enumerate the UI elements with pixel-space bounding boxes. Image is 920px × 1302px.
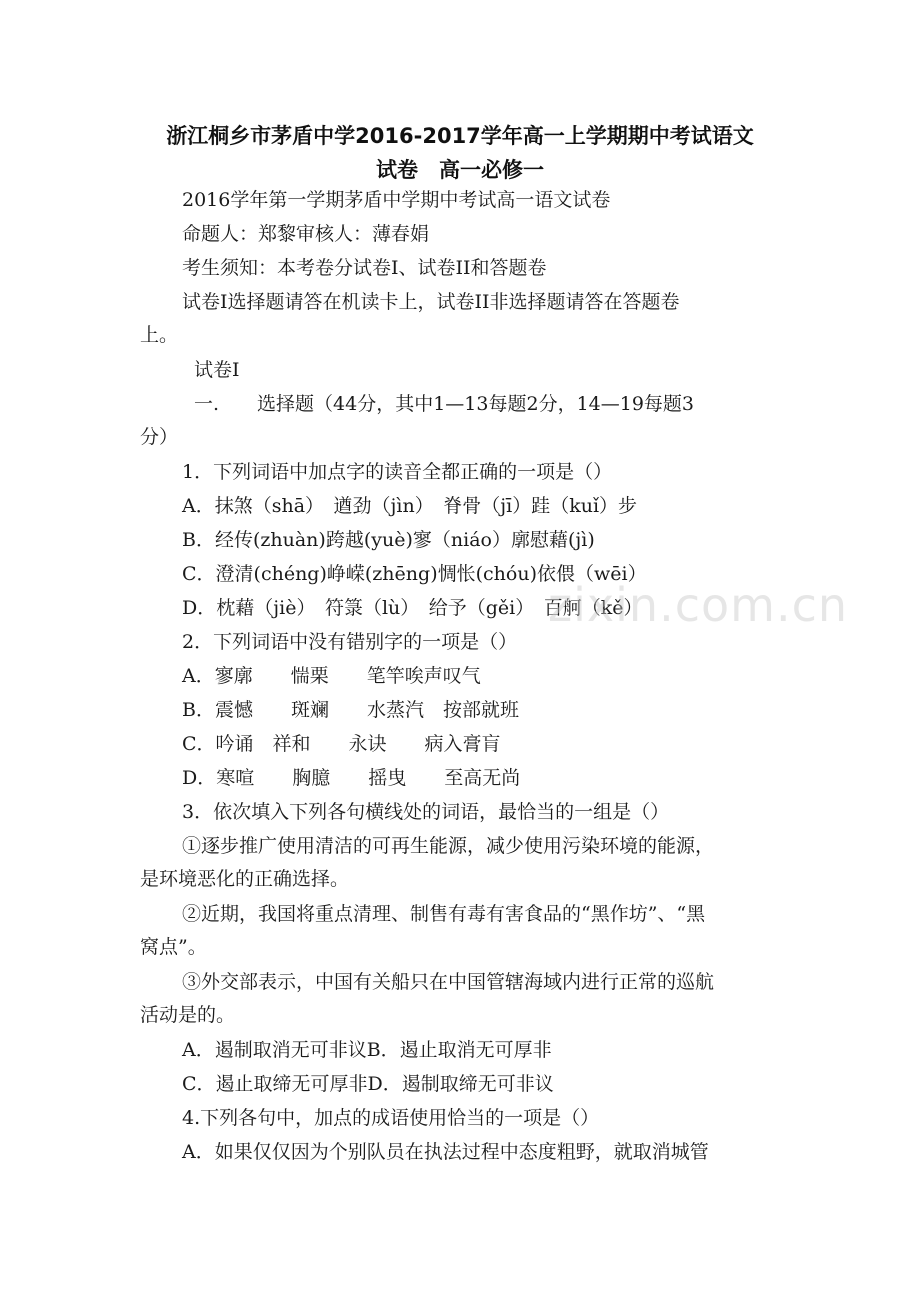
question-3-sentence-3-cont: 活动是的。 xyxy=(140,1004,236,1026)
question-3-options-ab: A．遏制取消无可非议B．遏止取消无可厚非 xyxy=(182,1039,552,1061)
question-3-sentence-3: ③外交部表示，中国有关船只在中国管辖海域内进行正常的巡航 xyxy=(182,971,715,993)
paper-one-heading: 试卷I xyxy=(194,359,240,381)
question-3: 3．依次填入下列各句横线处的词语，最恰当的一组是（） xyxy=(182,801,670,823)
question-3-options-cd: C．遏止取缔无可厚非D．遏制取缔无可非议 xyxy=(182,1073,554,1095)
question-2-option-a: A．寥廓 惴栗 笔竿唉声叹气 xyxy=(182,665,481,687)
question-1-option-d: D．枕藉（jiè） 符箓（lù） 给予（gěi） 百舸（kě） xyxy=(182,597,643,619)
question-3-sentence-1-cont: 是环境恶化的正确选择。 xyxy=(140,868,350,890)
question-1: 1．下列词语中加点字的读音全都正确的一项是（） xyxy=(182,461,613,483)
question-2-option-b: B．震憾 斑斓 水蒸汽 按部就班 xyxy=(182,699,519,721)
section-one-heading-cont: 分） xyxy=(140,426,179,448)
question-1-option-c: C．澄清(chéng)峥嵘(zhēng)惆怅(chóu)依偎（wēi） xyxy=(182,563,647,585)
exam-heading: 2016学年第一学期茅盾中学期中考试高一语文试卷 xyxy=(182,189,611,211)
question-3-sentence-2: ②近期，我国将重点清理、制售有毒有害食品的“黑作坊”、“黑 xyxy=(182,903,706,925)
exam-notice: 考生须知：本考卷分试卷I、试卷II和答题卷 xyxy=(182,257,547,279)
question-4: 4.下列各句中，加点的成语使用恰当的一项是（） xyxy=(182,1107,600,1129)
exam-authors: 命题人：郑黎审核人：薄春娟 xyxy=(182,223,430,245)
section-one-heading: 一. 选择题（44分，其中1—13每题2分，14—19每题3 xyxy=(194,393,695,415)
question-2-option-c: C．吟诵 祥和 永诀 病入膏肓 xyxy=(182,733,501,755)
question-4-option-a: A．如果仅仅因为个别队员在执法过程中态度粗野，就取消城管 xyxy=(182,1141,709,1163)
question-1-option-b: B．经传(zhuàn)跨越(yuè)寥（niáo）廓慰藉(jì) xyxy=(182,529,595,551)
question-2: 2．下列词语中没有错别字的一项是（） xyxy=(182,631,518,653)
question-1-option-a: A．抹煞（shā） 遒劲（jìn） 脊骨（jī）跬（kuǐ）步 xyxy=(182,495,638,517)
exam-instruction: 试卷I选择题请答在机读卡上，试卷II非选择题请答在答题卷 xyxy=(182,291,680,313)
document-title-line-2: 试卷 高一必修一 xyxy=(376,158,544,182)
exam-instruction-cont: 上。 xyxy=(140,324,179,346)
question-3-sentence-2-cont: 窝点”。 xyxy=(140,936,207,958)
watermark: zixin.com.cn xyxy=(548,578,849,632)
question-3-sentence-1: ①逐步推广使用清洁的可再生能源，减少使用污染环境的能源， xyxy=(182,835,715,857)
question-2-option-d: D．寒喧 胸臆 摇曳 至高无尚 xyxy=(182,767,521,789)
document-title-line-1: 浙江桐乡市茅盾中学2016-2017学年高一上学期期中考试语文 xyxy=(166,124,754,148)
